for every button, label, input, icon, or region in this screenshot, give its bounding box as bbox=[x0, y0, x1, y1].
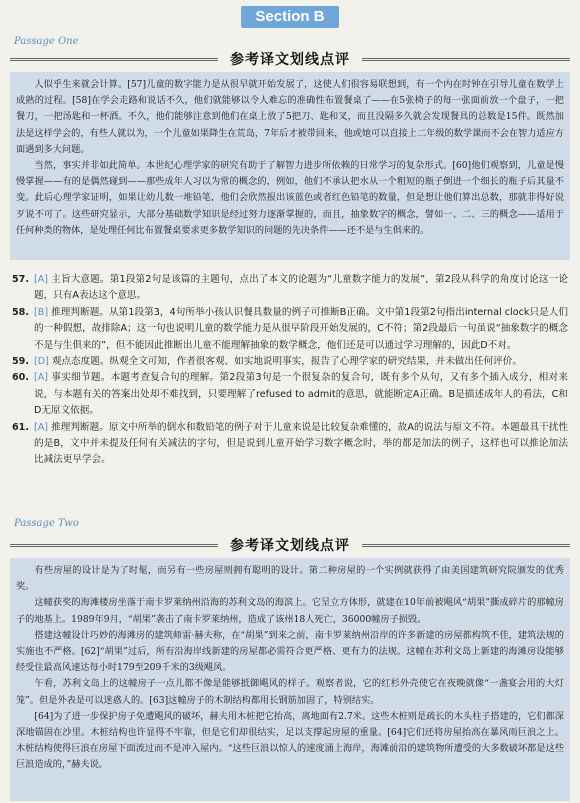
passage-two-translation bbox=[10, 558, 570, 801]
question-number: 61. bbox=[12, 421, 29, 433]
translation-paragraph: 人似乎生来就会计算。[57]儿童的数字能力是从很早就开始发展了，这使人们很容易联想到，有一个内在时钟在引导儿童在数学上成熟的过程。[58]在学会走路和说话不久，他们就能够以令人难忘的准确性布置餐桌了——在5张椅子的每一张面前放一个盘子，一把餐刀，一把汤匙和一杯酒。不久，他们能够注意到他们在桌上放了5把刀、匙和叉，而且没隔多久就会发现餐具的总数是15件。既然加法是这样学会的，有些人就以为，一个儿童如果降生在荒岛，7年后才被带回来，他或她可以直接上二年级的数学课而不会在智力适应方面遇到多大问题。 bbox=[16, 79, 564, 155]
answer-item bbox=[12, 354, 568, 370]
translation-paragraph: 当然，事实并非如此简单。本世纪心理学家的研究有助于了解智力进步所依赖的日常学习的复杂形式。[60]他们观察到，儿童是慢慢掌握——有的是偶然碰到——那些成年人习以为常的概念的，例如，他们不承认把水从一个粗短的瓶子倒进一个细长的瓶子后其量不变。此后心理学家证明，如果让幼儿数一堆铅笔，他们会欣然报出该蓝色或者红色铅笔的数量，但是想让他们算出总数，那就非得好说歹说不可了。这些研究显示，大部分基础数学知识是经过努力逐渐掌握的，而且，抽象数字的概念，譬如一、二、三的概念——适用于任何种类的物体，是处理任何比布置餐桌要求更多数学知识的问题的先决条件——还不是与生俱来的。 bbox=[16, 160, 564, 236]
translation-paragraph: [64]为了进一步保护房子免遭飓风的破坏，赫夫用木桩把它抬高，离地面有2.7米。这些木桩则是疏长的木头柱子搭建的，它们都深深地锚固在沙里。木桩结构也许显得不牢靠，但是它们却很结实，足以支撑起房屋的重量。[64]它们还将房屋抬高在暴风雨巨浪之上。木桩结构使得巨浪在房屋下面流过而不是冲入屋内。“这些巨浪以惊人的速度涌上海岸，海滩前沿的建筑物所遭受的大多数破坏都是这些巨浪造成的，”赫夫说。 bbox=[16, 710, 564, 771]
question-number: 57. bbox=[12, 274, 29, 285]
explanation: 推理判断题。从第1段第3，4句所举小孩认识餐具数量的例子可推断B正确。文中第1段第2句指出internal clock只是人们的一种假想，故排除A；这一句也说明儿童的数学能力是从很早阶段开始发展的，C不符；第2段最后一句虽说“抽象数字的概念不是与生俱来的”，但不能因此推断出儿童不能理解抽象的数学概念，他们还是可以通过学习理解的，因此D不对。 bbox=[34, 306, 568, 351]
answer-option: [A] bbox=[34, 372, 49, 384]
answer-text bbox=[34, 370, 568, 419]
answer-item bbox=[12, 272, 568, 305]
divider-right bbox=[362, 58, 570, 61]
answer-text bbox=[34, 354, 568, 370]
answer-text bbox=[34, 420, 568, 469]
answer-item bbox=[12, 420, 568, 469]
answer-option: [A] bbox=[34, 274, 49, 285]
passage-one-title: 参考译文划线点评 bbox=[230, 52, 350, 68]
answer-option: [D] bbox=[34, 356, 49, 368]
explanation: 推理判断题。原文中所举的倒水和数铅笔的例子对于儿童来说是比较复杂难懂的，故A的说法与原文不符。本题最具干扰性的是B，文中并未提及任何有关减法的字句，但是说到儿童开始学习数字概念时，举的都是加法的例子，这样也可以推论加法比减法更早学会。 bbox=[34, 421, 568, 466]
passage-two-label: Passage Two bbox=[14, 518, 79, 529]
passage-two-title-row bbox=[10, 536, 570, 554]
translation-paragraph: 午看，苏利文岛上的这幢房子一点儿都不像是能够抵御飓风的样子。观察者说，它的红杉外壳使它在夜晚就像“一盏宴会用的大灯笼”。但是外表是可以迷惑人的。[63]这幢房子的木制结构都用长钢筋加固了，特别结实。 bbox=[16, 678, 564, 706]
passage-one-label: Passage One bbox=[14, 36, 79, 47]
divider-left bbox=[10, 58, 218, 61]
explanation: 主旨大意题。第1段第2句是该篇的主题句，点出了本文的论题为“儿童数字能力的发展”，第2段从科学的角度讨论这一论题，只有A表达这个意思。 bbox=[34, 274, 568, 302]
divider-left bbox=[10, 544, 218, 547]
section-label: Section B bbox=[241, 6, 338, 28]
question-number: 59. bbox=[12, 356, 29, 368]
explanation: 事实细节题。本题考查复合句的理解。第2段第3句是一个很复杂的复合句，既有多个从句，又有多个插入成分，相对来说，与本题有关的答案出处却不难找到，只要理解了refused to admit的意思，就能断定A正确。B是描述成年人的看法，C和D无原文依据。 bbox=[34, 372, 568, 417]
question-number: 60. bbox=[12, 372, 29, 384]
answer-item bbox=[12, 370, 568, 419]
answer-option: [B] bbox=[34, 306, 49, 318]
question-number: 58. bbox=[12, 306, 29, 318]
translation-paragraph: 这幢获奖的海滩楼房坐落于南卡罗莱纳州沿海的苏利文岛的海滨上。它呈立方体形，就建在10年前被飓风“胡果”撕成碎片的那幢房子的地基上。1989年9月，“胡果”袭击了南卡罗莱纳州，造成了该州18人死亡，36000幢房子损毁。 bbox=[16, 597, 564, 625]
translation-paragraph: 有些房屋的设计是为了时髦，而另有一些房屋则拥有聪明的设计。第二种房屋的一个实例就获得了由美国建筑研究院颁发的优秀奖。 bbox=[16, 565, 564, 593]
section-header bbox=[0, 6, 580, 28]
answer-list bbox=[12, 272, 568, 469]
passage-one-title-row bbox=[10, 50, 570, 68]
translation-paragraph: 搭建这幢设计巧妙的海滩房的建筑师雷·赫夫称，在“胡果”到来之前，南卡罗莱纳州沿岸的许多新建的房屋都构筑不佳，建筑法规的实施也不严格。[62]“胡果”过后，所有沿海岸线新建的房屋都必需符合更严格、更有力的法规。这幢在苏利文岛上新建的海滩房设能够经受住最高风速达每小时179至209千米的3级飓风。 bbox=[16, 629, 564, 674]
answer-text bbox=[34, 272, 568, 305]
divider-right bbox=[362, 544, 570, 547]
explanation: 观点态度题。纵观全文可知，作者很客观、如实地说明事实，报告了心理学家的研究结果，并未做出任何评价。 bbox=[51, 356, 522, 368]
passage-one-translation bbox=[10, 72, 570, 260]
answer-option: [A] bbox=[34, 421, 49, 433]
answer-text bbox=[34, 305, 568, 354]
passage-two-title: 参考译文划线点评 bbox=[230, 538, 350, 554]
answer-item bbox=[12, 305, 568, 354]
